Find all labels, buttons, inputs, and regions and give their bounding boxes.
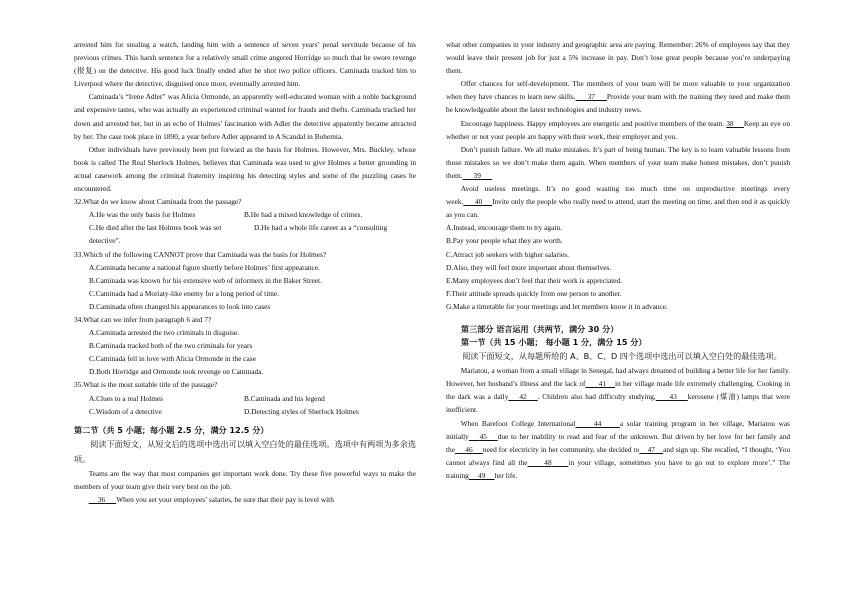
- passage-paragraph: Offer chances for self-development. The members of your team will be more valuable to your organization when they have chances to learn new skills. 37 Provide your team with the training they need and make them be knowledgeable about the latest technologies and industry news.: [446, 79, 791, 115]
- passage-paragraph: Other individuals have previously been put forward as the basis for Holmes. However, Mrs. Buckley, whose book is called The Real Sherlock Holmes, believes that Caminada was used to give Holmes a better grounding in actual casework among the criminal fraternity inspiring his detecting styles and some of the puzzling cases he encountered.: [74, 144, 416, 194]
- option-33-a: A.Caminada became a national figure shortly before Holmes’ first appearance.: [89, 262, 320, 272]
- blank-number: 48: [544, 457, 552, 467]
- option-d: D.Also, they will feel more important about themselves.: [446, 262, 612, 272]
- right-column: [446, 38, 790, 482]
- passage-paragraph: arrested him for stealing a watch, landing him with a sentence of seven years’ penal servitude because of his previous crimes. This harsh sentence for a relatively small crime angered Horridge so much that he swore revenge (报复) on the detective. His good luck finally ended after he shot two police officers. Caminada tracked him to Liverpool where the detective, disguised once more, eventually arrested him.: [74, 40, 416, 89]
- options-row: [74, 392, 416, 405]
- options-row: [74, 221, 416, 234]
- option-b: B.Pay your people what they are worth.: [446, 236, 563, 246]
- option-g: G.Make a timetable for your meetings and let members know it in advance.: [446, 301, 668, 311]
- passage-paragraph: Caminada’s “Irene Adler” was Alicia Ormonde, an apparently well-educated woman with a noble background and expensive tastes, who was actually an experienced criminal wanted for frauds and thefts. Caminada tracked her down and arrested her, but in an echo of Holmes’ fascination with Adler the detective apparently became attracted by her. The case took place in 1890, a year before Adler appeared in A Scandal in Bohemia.: [74, 92, 416, 141]
- option-32-d: D.He had a whole life career as a “consulting: [254, 223, 388, 233]
- option-34-a: A.Caminada arrested the two criminals in disguise.: [89, 328, 240, 338]
- question-35: 35.What is the most suitable title of the passage?: [74, 380, 218, 390]
- section-heading: 第一节（共 15 小题； 每小题 1 分，满分 15 分）: [461, 337, 647, 348]
- section-instructions: 阅读下面短文，从每题所给的 A、B、C、D 四个选项中选出可以填入空白处的最佳选项。: [462, 351, 782, 362]
- blank-number: 38: [726, 118, 734, 128]
- option-34-d: D.Both Horridge and Ormonde took revenge on Caminada.: [89, 367, 264, 377]
- blank-number: 44: [593, 418, 602, 428]
- option-32-d-cont: detective”.: [89, 236, 121, 246]
- options-row: [74, 405, 416, 418]
- blank-number: 46: [465, 444, 473, 454]
- blank-number: 39: [473, 170, 481, 180]
- passage-paragraph: Encourage happiness. Happy employees are energetic and positive members of the team. 38 Keep an eye on whether or not your people are happy with their work, their employer and you.: [446, 118, 790, 141]
- option-35-c: C.Wisdom of a detective: [89, 406, 162, 416]
- option-35-a: A.Clues to a real Holmes: [89, 393, 164, 403]
- part-heading: 第三部分 语言运用（共两节，满分 30 分）: [461, 323, 619, 334]
- passage-paragraph: Avoid useless meetings. It’s no good wasting too much time on unproductive meetings every week. 40 Invite only the people who really need to attend, start the meeting on time, and then end it as quickly as you can.: [446, 184, 790, 220]
- blank-number: 43: [669, 392, 677, 402]
- blank-number: 42: [519, 392, 527, 402]
- option-e: E.Many employees don’t feel that their work is appreciated.: [446, 275, 623, 285]
- blank-number: 49: [478, 470, 486, 480]
- option-35-d: D.Detecting styles of Sherlock Holmes: [244, 406, 359, 416]
- option-34-b: B.Caminada tracked both of the two criminals for years: [89, 341, 253, 351]
- blank-number: 41: [598, 379, 607, 389]
- passage-paragraph: Teams are the way that most companies get important work done. Try these five powerful ways to make the members of your team give their very best on the job.: [74, 468, 416, 491]
- left-column: [74, 38, 416, 506]
- passage-paragraph: 36 When you set your employees’ salaries, be sure that their pay is level with: [97, 495, 334, 504]
- option-32-c: C.He died after the last Holmes book was set: [89, 223, 222, 233]
- option-33-c: C.Caminada had a Moriaty-like enemy for a long period of time.: [89, 288, 280, 298]
- passage-paragraph: Don’t punish failure. We all make mistakes. It’s part of being human. The key is to learn valuable lessons from those mistakes so we don’t make them again. When members of your team make honest mistakes, don’t punish them. 39: [446, 144, 790, 180]
- blank-number: 45: [479, 431, 487, 441]
- option-33-d: D.Caminada often changed his appearances to look into cases: [89, 301, 271, 311]
- option-32-b: B.He had a mixed knowledge of crimes.: [244, 210, 363, 220]
- option-34-c: C.Caminada fell in love with Alicia Ormonde in the case: [89, 354, 256, 364]
- option-c: C.Attract job seekers with higher salaries.: [446, 249, 569, 259]
- option-33-b: B.Caminada was known for his extensive web of informers in the Baker Street.: [89, 275, 322, 285]
- blank-number: 37: [587, 92, 595, 102]
- question-34: 34.What can we infer from paragraph 6 and 7?: [74, 314, 212, 324]
- blank-number: 36: [97, 495, 106, 504]
- option-35-b: B.Caminada and his legend: [244, 393, 325, 403]
- blank-number: 47: [647, 444, 655, 454]
- blank-number: 40: [475, 197, 483, 207]
- section-heading: 第二节（共 5 小题；每小题 2.5 分，满分 12.5 分）: [74, 424, 269, 435]
- passage-paragraph: Mariatou, a woman from a small village in Senegal, had always dreamed of building a better life for her family. However, her husband’s illness and the lack of 41 in her village made life extremely challenging. Cooking in the dark was a daily 42 . Children also had difficulty studying, 43 kerosene (煤油) lamps that were inefficient.: [446, 366, 791, 415]
- passage-paragraph: When Barefoot College International 44 a solar training program in her village, Mariatou was initially 45 due to her inability to read and fear of the unknown. But driven by her love for her family and the 46 need for electricity in her community, she decided to 47 and sign up. She recalled, “I thought, ‘You cannot always find all the 48 in your village, sometimes you have to go out to explore more’.” The training 49 her life.: [446, 418, 791, 480]
- option-32-a: A.He was the only basis for Holmes: [89, 210, 196, 220]
- passage-paragraph: what other companies in your industry and geographic area are paying. Remember: 26% of employees say that they would leave their present job for just a 5% increase in pay. Don’t lose great people because you’re underpaying them.: [446, 40, 790, 76]
- section-instructions: 阅读下面短文，从短文后的选项中选出可以填入空白处的最佳选项。选项中有两项为多余选项。: [74, 438, 416, 464]
- option-a: A.Instead, encourage them to try again.: [446, 223, 562, 233]
- question-32: 32.What do we know about Caminada from the passage?: [74, 197, 242, 207]
- question-33: 33.Which of the following CANNOT prove that Caminada was the basis for Holmes?: [74, 249, 327, 259]
- options-row: [74, 208, 416, 221]
- option-f: F.Their attitude spreads quickly from one person to another.: [446, 288, 622, 298]
